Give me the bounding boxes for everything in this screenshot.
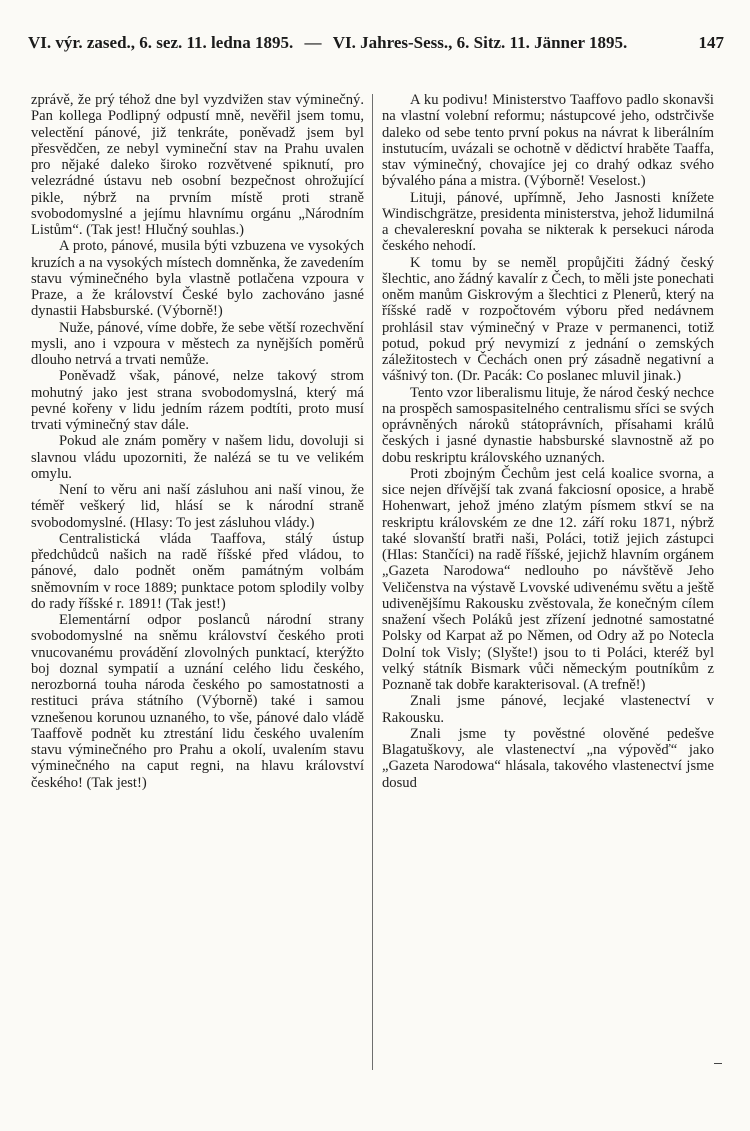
right-column (373, 92, 714, 1072)
paragraph: Proti zbojným Čechům jest celá koalice svorna, a sice nejen dřívější tak zvaná fakciosní oposice, a hrabě Hohenwart, jehož jméno zlatým písmem stkví se na reskriptu královském ze dne 12. září roku 1871, nýbrž také slovanští bratři naši, Poláci, totiž jejich zástupci (Hlas: Stančíci) na radě říšské, jejichž hlavním orgánem „Gazeta Narodowa“ nedlouho po návštěvě Jeho Veličenstva na výstavě Lvovské udivenému světu a ještě udivenějšímu Rakousku zvěstovala, že konečným cílem snažení všech Poláků jest zřízení jednotné samostatné Polsky od Karpat až po Němen, od Odry až po Notecla Dolní tok Visly; (Slyšte!) jsou to ti Poláci, kteréž byl velký státník Bismark vůči německým poutníkům z Poznaně tak dobře karakterisoval. (A trefně!) (382, 465, 714, 693)
paragraph: Pokud ale znám poměry v našem lidu, dovoluji si slavnou vládu upozorniti, že nalézá se tu ve velikém omylu. (31, 433, 364, 482)
running-head-czech: VI. výr. zased., 6. sez. 11. ledna 1895. (28, 33, 294, 52)
running-head-german: VI. Jahres-Sess., 6. Sitz. 11. Jänner 1895. (332, 33, 628, 52)
paragraph: zprávě, že prý téhož dne byl vyzdvižen stav výminečný. Pan kollega Podlipný odpustí mně, nevěřil jsem tomu, velectění pánové, již tenkráte, poněvadž jsem byl přesvědčen, ze nebyl vymineční stav na Prahu uvalen pro nějaké daleko široko rozvětvené spiknutí, pro velezrádné ústavu neb osobní bezpečnost ohrožující pikle, nýbrž na prvním místě proti straně svobodomyslné a jejímu hlavnímu orgánu „Národním Listům“. (Tak jest! Hlučný souhlas.) (31, 92, 364, 238)
paragraph: Poněvadž však, pánové, nelze takový strom mohutný jako jest strana svobodomyslná, který má pevné kořeny v lidu jedním rázem podtíti, proto musí trvati výminečný stav dále. (31, 368, 364, 433)
paragraph: A ku podivu! Ministerstvo Taaffovo padlo skonavši na vlastní volební reformu; nástupcové jeho, odstrčivše daleko od sebe tento první pokus na návrat k liberálním instutucím, uvázali se ochotně v dědictví hraběte Taaffa, stav výminečný, chovajíce jej co drahý odkaz svého bývalého pána a mistra. (Výborně! Veselost.) (382, 92, 714, 190)
continuation-dash (714, 1063, 722, 1064)
running-head (28, 33, 724, 63)
paragraph: Znali jsme pánové, lecjaké vlastenectví v Rakousku. (382, 693, 714, 726)
paragraph: Lituji, pánové, upřímně, Jeho Jasnosti knížete Windischgrätze, presidenta ministerstva, jehož lidumilná a chevalereskní povaha se nikterak k persekuci národa českého nehodí. (382, 189, 714, 255)
paragraph: Centralistická vláda Taaffova, stálý ústup předchůdců našich na radě říšské před vládou, to pánové, dalo podnět oněm památným volbám sněmovním v roce 1889; punktace potom splodily volby do rady říšské r. 1891! (Tak jest!) (31, 530, 364, 612)
paragraph: Tento vzor liberalismu lituje, že národ český nechce na prospěch samospasitelného centralismu sříci se svých oprávněných nároků státoprávních, přísahami králů českých i jasné dynastie habsburské slavnostně až po dobu reskriptu královského uznaných. (382, 384, 714, 466)
page-number: 147 (698, 33, 724, 52)
paragraph: Znali jsme ty pověstné olověné pedešve Blagatuškovy, ale vlastenectví „na výpověď“ jako „Gazeta Narodowa“ hlásala, takového vlastenectví jsme dosud (382, 725, 714, 791)
paragraph: Není to věru ani naší zásluhou ani naší vinou, že téměř veškerý lid, hlásí se k národní straně svobodomyslné. (Hlasy: To jest zásluhou vlády.) (31, 482, 364, 531)
left-column (31, 92, 372, 1072)
paragraph: A proto, pánové, musila býti vzbuzena ve vysokých kruzích a na vysokých místech domněnka, že zavedením stavu výminečného byla vlastně potlačena vzpoura v Praze, a že království České bylo zachováno jasné dynastii Habsburské. (Výborně!) (31, 238, 364, 320)
paragraph: Elementární odpor poslanců národní strany svobodomyslné na sněmu království českého proti vnucovanému provádění zlovolných punktací, kterýžto boj doznal sympatií a uznání celého lidu českého, nerozborná touha národa českého po samostatnosti a restituci práva státního (Výborně) také i samou vznešenou korunou uznaného, to vše, pánové dalo vládě Taaffově podnět ku ztrestání lidu českého uvalením stavu výminečného pro Prahu a okolí, uvalením stavu výminečného na caput regni, na hlavu království českého! (Tak jest!) (31, 612, 364, 791)
running-head-separator: — (304, 33, 322, 52)
paragraph: K tomu by se neměl propůjčiti žádný český šlechtic, ano žádný kavalír z Čech, to měli jste ponechati oněm manům Giskrovým a šlechtici z Plenerů, který na říšské radě v rozpočtovém výboru před nedávnem prohlásil stav výminečný v Praze v permanenci, totiž potud, pokud prý nevymizí z jednání o zemských záležitostech v Čechách onen prý zásadně negativní a vášnivý ton. (Dr. Pacák: Co poslanec mluvil jinak.) (382, 254, 714, 385)
text-columns (31, 92, 719, 1072)
paragraph: Nuže, pánové, víme dobře, že sebe větší rozechvění mysli, ano i vzpoura v městech za nynějších poměrů dlouho netrvá a trvati nemůže. (31, 319, 364, 368)
